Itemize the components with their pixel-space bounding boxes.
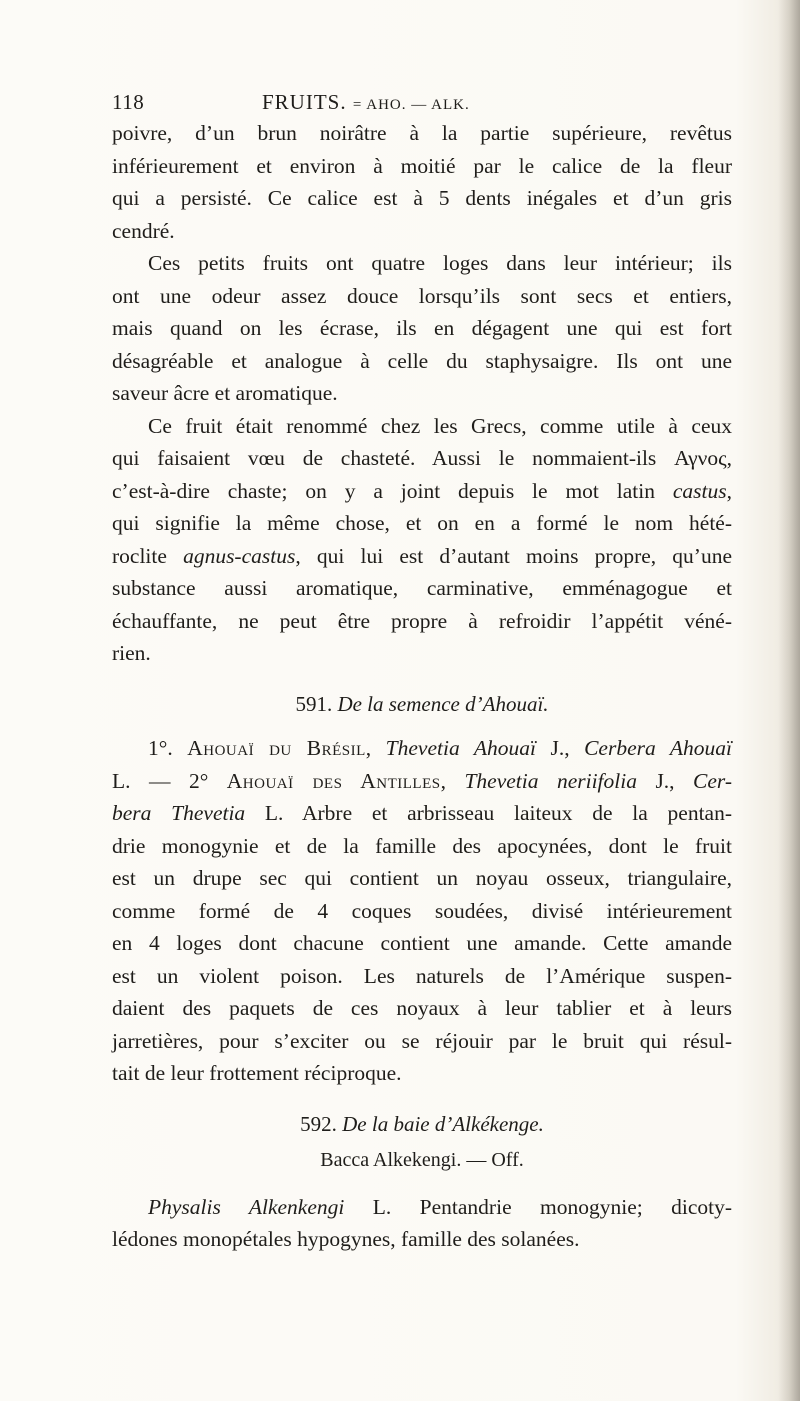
- text-line: lédones monopétales hypogynes, famille des solanées.: [112, 1227, 580, 1251]
- paragraph-3: [112, 410, 732, 670]
- text-run: L. Pentandrie monogynie; dicoty-: [344, 1194, 733, 1219]
- latin-term: Physalis Alkenkengi: [148, 1194, 345, 1219]
- text-line: [112, 765, 732, 798]
- paragraph-4: [112, 732, 732, 1090]
- text-line: en 4 loges dont chacune contient une amande. Cette amande: [112, 931, 732, 955]
- common-name: Ahouaï du Brésil: [187, 736, 366, 760]
- text-line: est un drupe sec qui contient un noyau osseux, triangulaire,: [112, 866, 732, 890]
- text-line: comme formé de 4 coques soudées, divisé intérieurement: [112, 898, 732, 923]
- page-number: 118: [112, 90, 145, 114]
- text-line: daient des paquets de ces noyaux à leur tablier et à leurs: [112, 996, 732, 1020]
- text-run: , qui lui est d’autant moins propre, qu’une: [295, 543, 732, 568]
- text-line: [112, 540, 732, 573]
- text-line: est un violent poison. Les naturels de l’Amérique suspen-: [112, 963, 732, 988]
- text-line: qui signifie la même chose, et on en a formé le nom hété-: [112, 511, 732, 535]
- section-heading-591: [112, 688, 732, 721]
- text-line: substance aussi aromatique, carminative, emménagogue et: [112, 576, 732, 600]
- text-run: J.,: [636, 768, 694, 793]
- text-run: L. — 2°: [112, 768, 227, 793]
- text-line: qui a persisté. Ce calice est à 5 dents inégales et d’un gris: [112, 186, 732, 210]
- page-header: [112, 86, 732, 120]
- section-subtitle: Bacca Alkekengi. — Off.: [320, 1149, 524, 1171]
- text-line: inférieurement et environ à moitié par le calice de la fleur: [112, 153, 732, 178]
- latin-term: castus: [672, 478, 727, 503]
- latin-term: Cerbera Ahouaï: [584, 736, 732, 760]
- section-heading-592: [112, 1108, 732, 1141]
- section-title: De la semence d’Ahouaï.: [337, 691, 549, 716]
- text-line: drie monogynie et de la famille des apocynées, dont le fruit: [112, 833, 732, 858]
- latin-term: Thevetia neriifolia: [464, 768, 637, 793]
- text-run: J.,: [535, 736, 585, 760]
- running-title-range: = AHO. — ALK.: [352, 97, 470, 113]
- text-line: qui faisaient vœu de chasteté. Aussi le nommaient-ils Αγνος,: [112, 446, 732, 470]
- text-line: [112, 797, 732, 830]
- text-run: c’est-à-dire chaste; on y a joint depuis le mot latin: [112, 478, 673, 503]
- text-run: roclite: [112, 543, 184, 568]
- common-name: Ahouaï des Antilles: [226, 768, 441, 793]
- text-line: tait de leur frottement réciproque.: [112, 1061, 402, 1085]
- text-line: Ces petits fruits ont quatre loges dans leur intérieur; ils: [148, 251, 732, 275]
- text-line: jarretières, pour s’exciter ou se réjouir par le bruit qui résul-: [112, 1028, 732, 1053]
- text-run: ,: [726, 478, 732, 503]
- text-line: poivre, d’un brun noirâtre à la partie supérieure, revêtus: [112, 121, 732, 145]
- running-title: [262, 90, 470, 115]
- text-line: Ce fruit était renommé chez les Grecs, comme utile à ceux: [148, 413, 732, 438]
- text-run: ,: [365, 736, 386, 760]
- section-title: De la baie d’Alkékenge.: [342, 1111, 544, 1136]
- text-line: rien.: [112, 641, 151, 665]
- page-binding-shadow: [778, 0, 800, 1401]
- text-line: [112, 1191, 732, 1224]
- text-run: ,: [440, 768, 465, 793]
- paragraph-5: [112, 1191, 732, 1256]
- section-number: 591.: [295, 691, 333, 716]
- text-line: saveur âcre et aromatique.: [112, 381, 338, 405]
- text-line: [112, 475, 732, 508]
- text-run: 1°.: [148, 736, 188, 760]
- text-line: désagréable et analogue à celle du staphysaigre. Ils ont une: [112, 348, 732, 373]
- body-text: [112, 117, 732, 1256]
- latin-term: bera Thevetia: [112, 801, 246, 825]
- text-line: mais quand on les écrase, ils en dégagent une qui est fort: [112, 316, 732, 340]
- text-line: [112, 732, 732, 765]
- running-title-main: FRUITS.: [262, 90, 347, 114]
- latin-term: agnus-castus: [183, 543, 296, 568]
- latin-term: Thevetia Ahouaï: [385, 736, 536, 760]
- paragraph-2: [112, 247, 732, 410]
- latin-term: Cer-: [693, 768, 733, 793]
- text-line: échauffante, ne peut être propre à refroidir l’appétit véné-: [112, 608, 732, 633]
- section-number: 592.: [300, 1111, 337, 1136]
- text-line: cendré.: [112, 218, 175, 243]
- text-run: L. Arbre et arbrisseau laiteux de la pentan-: [245, 801, 732, 825]
- paragraph-1: [112, 117, 732, 247]
- text-line: ont une odeur assez douce lorsqu’ils sont secs et entiers,: [112, 283, 732, 308]
